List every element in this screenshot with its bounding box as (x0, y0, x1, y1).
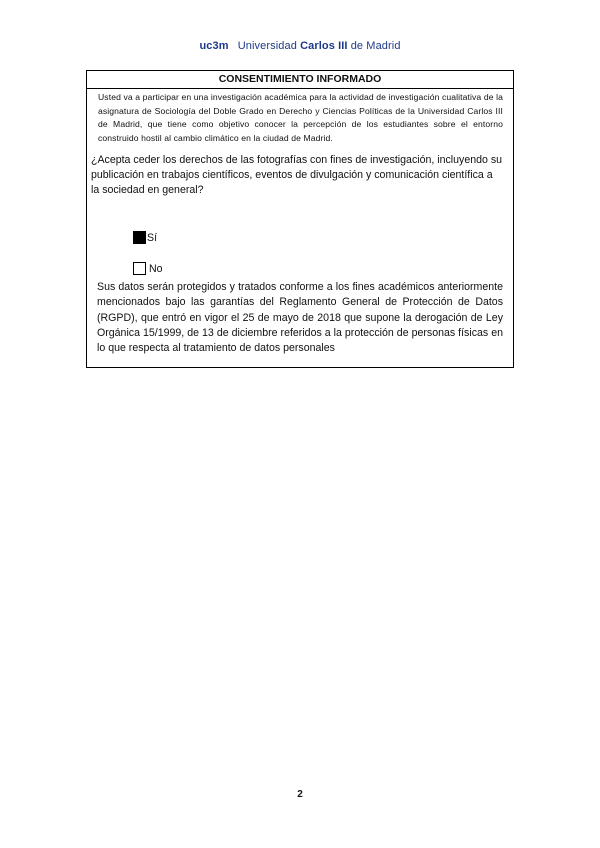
page-header (0, 40, 600, 52)
option-no[interactable] (133, 262, 163, 275)
consent-form (86, 70, 514, 368)
checkbox-checked[interactable] (133, 231, 146, 244)
consent-question: ¿Acepta ceder los derechos de las fotografías con fines de investigación, incluyendo su publicación en trabajos científicos, eventos de divulgación y comunicación científica a la sociedad en general? (91, 154, 503, 197)
university-name-suffix: de Madrid (350, 40, 401, 52)
checkbox-unchecked[interactable] (133, 262, 146, 275)
option-yes-label: Sí (147, 232, 158, 244)
uc3m-logo: uc3m (199, 40, 229, 52)
data-protection-paragraph: Sus datos serán protegidos y tratados conforme a los fines académicos anteriormente mencionados bajo las garantías del Reglamento General de Protección de Datos (RGPD), que entró en vigor el 25 de mayo de 2018 que supone la derogación de Ley Orgánica 15/1999, de 13 de diciembre referidos a la protección de personas físicas en lo que respecta al tratamiento de datos personales (97, 281, 503, 355)
university-name: Universidad (237, 40, 297, 52)
page-number: 2 (297, 789, 303, 800)
form-title: CONSENTIMIENTO INFORMADO (87, 71, 513, 89)
option-yes[interactable] (133, 231, 157, 244)
university-name-bold: Carlos III (300, 40, 348, 52)
intro-paragraph: Usted va a participar en una investigación académica para la actividad de investigación cualitativa de la asignatura de Sociología del Doble Grado en Derecho y Ciencias Políticas de la Universidad Carlos III de Madrid, que tiene como objetivo conocer la percepción de los estudiantes sobre el entorno construido hostil al cambio climático en la ciudad de Madrid. (98, 92, 503, 143)
option-no-label: No (149, 263, 163, 275)
